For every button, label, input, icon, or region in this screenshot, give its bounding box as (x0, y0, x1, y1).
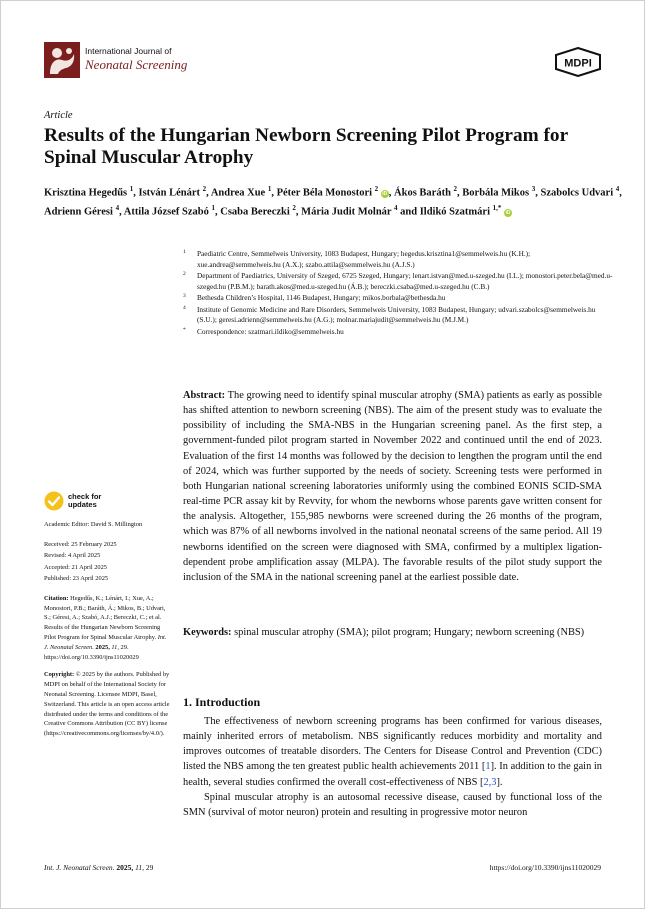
article-type: Article (44, 110, 73, 121)
check-updates-line1: check for (68, 492, 102, 501)
article-sidebar (44, 491, 170, 747)
citation-text: Hegedűs, K.; Lénárt, I.; Xue, A.; Monostori, P.B.; Baráth, Á.; Mikos, B.; Udvari, S.; Géresi, A.; Szabó, A.J.; Bereczki, C.; et al. Results of the Hungarian Newborn Screening Pilot Program for Spinal Muscular Atrophy. (44, 594, 166, 641)
author-separator: , (619, 187, 622, 199)
mdpi-logo-icon (554, 47, 602, 77)
author-name[interactable]: Attila József Szabó (123, 206, 209, 218)
affiliation-number: 1 (183, 249, 186, 255)
section-heading-introduction: 1. Introduction (183, 695, 261, 709)
author-affiliation-mark: 1 (267, 185, 272, 193)
citation-link-1[interactable]: 1 (485, 761, 491, 773)
citation-volume: 11, (111, 643, 119, 651)
copyright-label: Copyright: (44, 671, 75, 679)
citation (44, 594, 170, 663)
footer-doi-link[interactable]: https://doi.org/10.3390/ijns11020029 (489, 863, 601, 872)
affiliation-number: 2 (183, 271, 186, 277)
publisher-name: MDPI (564, 57, 592, 70)
author-separator: , (271, 187, 277, 199)
intro-p1-text-b: ]. In addition to the gain in health, several studies confirmed the overall cost-effectiveness of NBS [ (183, 761, 602, 788)
author-affiliation-mark: 2 (374, 185, 379, 193)
intro-paragraph-2: Spinal muscular atrophy is an autosomal recessive disease, caused by functional loss of the SMN (survival of motor neuron) protein and resulting in progressive motor neuron (183, 791, 602, 818)
author-name[interactable]: Borbála Mikos (462, 187, 530, 199)
journal-name-line2: Neonatal Screening (85, 56, 188, 72)
author-affiliation-mark: 1,* (492, 204, 502, 212)
affiliation-number: 4 (183, 304, 186, 311)
academic-editor: Academic Editor: David S. Millington (44, 521, 143, 528)
citation-link-2-3[interactable]: 2,3 (483, 776, 497, 788)
check-for-updates-button[interactable] (44, 491, 170, 511)
orcid-icon[interactable]: iD (505, 209, 511, 216)
affiliation-item (183, 327, 613, 338)
journal-name (85, 47, 187, 71)
affiliations (183, 249, 613, 338)
affiliation-item (183, 271, 613, 292)
abstract (183, 388, 602, 585)
author-affiliation-mark: 2 (453, 185, 458, 193)
author-affiliation-mark: 4 (115, 204, 120, 212)
journal-name-line1: International Journal of (85, 46, 172, 56)
author-affiliation-mark: 3 (531, 185, 536, 193)
author-affiliation-mark: 2 (202, 185, 207, 193)
author-list (44, 182, 624, 220)
author-name[interactable]: Péter Béla Monostori (276, 187, 373, 199)
author-name[interactable]: Mária Judit Molnár (301, 206, 392, 218)
footer-volume: 11, (135, 863, 144, 872)
author-name[interactable]: Ákos Baráth (394, 187, 451, 199)
date-accepted: Accepted: 21 April 2025 (44, 563, 108, 571)
author-separator: , (457, 187, 463, 199)
citation-label: Citation: (44, 594, 69, 602)
author-name[interactable]: Adrienn Géresi (44, 206, 113, 218)
publication-dates (44, 539, 170, 585)
author-separator: , (133, 187, 139, 199)
author-separator: , (206, 187, 211, 199)
author-name[interactable]: Szabolcs Udvari (540, 187, 614, 199)
affiliation-text: Paediatric Centre, Semmelweis University, 1083 Budapest, Hungary; hegedus.krisztina1@semmelweis.hu (K.H.); xue.andrea@semmelweis.hu (A.X.); szabo.attila@semmelweis.hu (A.J.S.) (197, 249, 531, 269)
footer-year: 2025, (116, 863, 134, 872)
author-affiliation-mark: 4 (615, 185, 620, 193)
author-name[interactable]: Csaba Bereczki (220, 206, 290, 218)
author-name[interactable]: Krisztina Hegedűs (44, 187, 128, 199)
keywords-text: spinal muscular atrophy (SMA); pilot program; Hungary; newborn screening (NBS) (234, 627, 585, 638)
abstract-label: Abstract: (183, 390, 226, 401)
keywords (183, 625, 602, 640)
author-affiliation-mark: 1 (211, 204, 216, 212)
affiliation-number: 3 (183, 293, 186, 299)
intro-paragraph-1 (183, 714, 602, 790)
keywords-label: Keywords: (183, 627, 232, 638)
author-separator: , (295, 206, 302, 218)
date-received: Received: 25 February 2025 (44, 540, 117, 548)
intro-p1-text-a: The effectiveness of newborn screening programs has been confirmed for various diseases, mainly inherited errors of metabolism. NBS significantly reduces morbidity and mortality and improves outcomes of treatable disorders. The Centers for Disease Control and Prevention (CDC) listed the NBS among the ten greatest public health achievements 2011 [ (183, 716, 602, 773)
article-title: Results of the Hungarian Newborn Screening Pilot Program for Spinal Muscular Atrophy (44, 125, 568, 168)
affiliation-text: Bethesda Children’s Hospital, 1146 Budapest, Hungary; mikos.borbala@bethesda.hu (197, 293, 446, 302)
affiliation-item (183, 293, 613, 304)
footer-citation (44, 863, 153, 872)
affiliation-item (183, 305, 613, 326)
affiliation-text: Department of Paediatrics, University of Szeged, 6725 Szeged, Hungary; lenart.istvan@med.u-szeged.hu (I.L.); monostori.peter.bela@med.u-szeged.hu (P.B.M.); barath.akos@med.u-szeged.hu (Á.B.); bereczki.csaba@med.u-szeged.hu (C.B.) (197, 271, 613, 291)
author-separator: , (215, 206, 221, 218)
date-published: Published: 23 April 2025 (44, 575, 109, 583)
footer-page: 29 (145, 863, 154, 872)
author-name[interactable]: Andrea Xue (210, 187, 266, 199)
citation-year: 2025, (95, 643, 110, 651)
author-affiliation-mark: 2 (292, 204, 296, 212)
affiliation-item (183, 249, 613, 270)
author-separator: , (119, 206, 124, 218)
author-name[interactable]: and Ildikó Szatmári (400, 206, 490, 218)
copyright-text: © 2025 by the authors. Published by MDPI on behalf of the International Society for Neonatal Screening. Licensee MDPI, Basel, Switzerland. This article is an open access article distributed under the terms and conditions of the Creative Commons Attribution (CC BY) license (https://creativecommons.org/licenses/by/4.0/). (44, 671, 170, 738)
abstract-text: The growing need to identify spinal muscular atrophy (SMA) patients as early as possible has shifted attention to newborn screening (NBS). The aim of the present study was to evaluate the possibility of including the SMA-NBS in the Hungarian screening panel. As the first step, a government-funded pilot program started in November 2022 and continued until the end of 2023. Evaluation of the first 14 months was followed by the decision to lengthen the program until the end of 2024, which was further supported by the needs of society. Screening tests were performed in both Hungarian national screening laboratories uniformly using the combined EONIS SCID-SMA real-time PCR assay kit by Revvity, for whom the newborns whose parents gave written consent for the analysis. Altogether, 155,985 newborns were screened during the 26 months of the program, which was 87% of all newborns involved in the national neonatal screens of the same period. All 19 newborns identified on the screen were diagnosed with SMA, confirmed by a multiplex ligation-dependent probe amplification assay (MLPA). The favorable results of the pilot study support the inclusion of the SMA in the national screening panel at the earliest possible date. (183, 390, 602, 583)
introduction-body (183, 714, 602, 820)
check-updates-line2: updates (68, 500, 97, 509)
affiliation-text: Correspondence: szatmari.ildiko@semmelweis.hu (197, 326, 344, 336)
citation-journal: Int. J. Neonatal Screen. (44, 633, 167, 651)
author-name[interactable]: István Lénárt (138, 187, 201, 199)
date-revised: Revised: 4 April 2025 (44, 552, 101, 560)
copyright (44, 670, 170, 739)
author-affiliation-mark: 4 (394, 204, 398, 212)
footer-journal: Int. J. Neonatal Screen. (44, 863, 115, 872)
author-separator: , (535, 187, 541, 199)
author-affiliation-mark: 1 (129, 185, 134, 193)
orcid-icon[interactable]: iD (382, 190, 388, 197)
check-updates-icon (44, 491, 64, 511)
journal-logo-icon (44, 42, 80, 78)
affiliation-text: Institute of Genomic Medicine and Rare Disorders, Semmelweis University, 1083 Budapest, Hungary; udvari.szabolcs@semmelweis.hu (S.U.); geresi.adrienn@semmelweis.hu (A.G.); molnar.mariajudit@semmelweis.hu (M.J.M.) (197, 304, 596, 324)
author-separator: , (388, 187, 395, 199)
affiliation-number: * (183, 326, 186, 333)
intro-p1-text-c: ]. (496, 776, 503, 788)
citation-doi[interactable]: 29. https://doi.org/10.3390/ijns11020029 (44, 643, 139, 661)
